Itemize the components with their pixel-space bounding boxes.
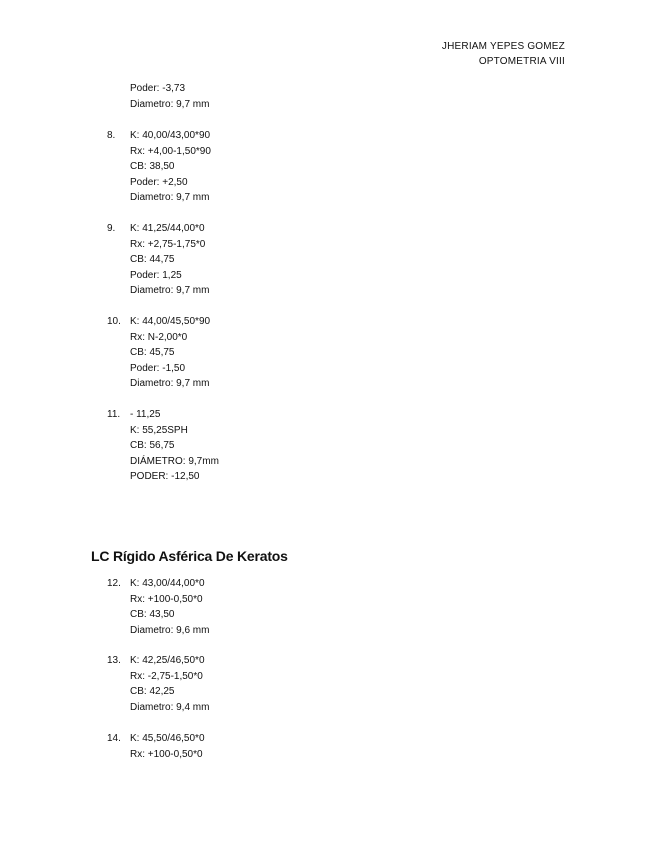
item-number: 12. [107,578,121,589]
item-line: K: 41,25/44,00*0 [130,223,205,234]
item-line: Poder: +2,50 [130,176,188,188]
continuation-line: Poder: -3,73 [130,83,186,94]
list-item [107,314,210,392]
list-item [107,731,205,762]
item-line: K: 42,25/46,50*0 [130,655,205,666]
item-line: DIÁMETRO: 9,7mm [130,455,219,467]
item-line: Rx: +2,75-1,75*0 [130,238,206,250]
list-item [107,128,211,206]
item-line: CB: 45,75 [130,347,175,358]
item-number: 14. [107,733,121,744]
item-line: Diametro: 9,7 mm [130,285,210,296]
item-line: Poder: -1,50 [130,362,186,374]
item-line: Rx: N-2,00*0 [130,331,188,343]
item-line: Rx: +100-0,50*0 [130,593,203,605]
item-line: K: 45,50/46,50*0 [130,733,205,744]
item-line: Diametro: 9,4 mm [130,701,210,713]
item-line: K: 44,00/45,50*90 [130,316,211,327]
item-number: 8. [107,130,116,141]
item-line: K: 43,00/44,00*0 [130,578,205,589]
item-line: Rx: -2,75-1,50*0 [130,670,203,682]
list-item [107,653,209,715]
item-line: CB: 42,25 [130,686,175,697]
item-line: CB: 56,75 [130,440,175,451]
list-item [107,576,209,638]
item-line: Diametro: 9,7 mm [130,378,210,389]
list-item [107,221,209,299]
item-line: PODER: -12,50 [130,471,200,482]
item-line: Diametro: 9,6 mm [130,624,210,636]
item-line: Rx: +4,00-1,50*90 [130,145,211,157]
document-header [442,39,565,69]
item-line: K: 40,00/43,00*90 [130,130,211,141]
section-title: LC Rígido Asférica De Keratos [91,548,288,564]
item-line: Diametro: 9,7 mm [130,192,210,203]
item-line: CB: 44,75 [130,254,175,265]
item-number: 13. [107,655,121,666]
list-item [107,407,219,485]
continuation-block [130,81,209,112]
item-number: 10. [107,316,121,327]
item-line: Rx: +100-0,50*0 [130,748,203,760]
item-line: K: 55,25SPH [130,424,188,436]
item-line: CB: 43,50 [130,609,175,620]
course-name: OPTOMETRIA VIII [478,56,565,67]
item-line: Poder: 1,25 [130,269,182,281]
continuation-line: Diametro: 9,7 mm [130,98,210,110]
author-name: JHERIAM YEPES GOMEZ [441,41,565,52]
item-number: 9. [107,223,116,234]
item-line: CB: 38,50 [130,161,175,172]
item-line: - 11,25 [130,409,161,420]
item-number: 11. [107,409,121,420]
